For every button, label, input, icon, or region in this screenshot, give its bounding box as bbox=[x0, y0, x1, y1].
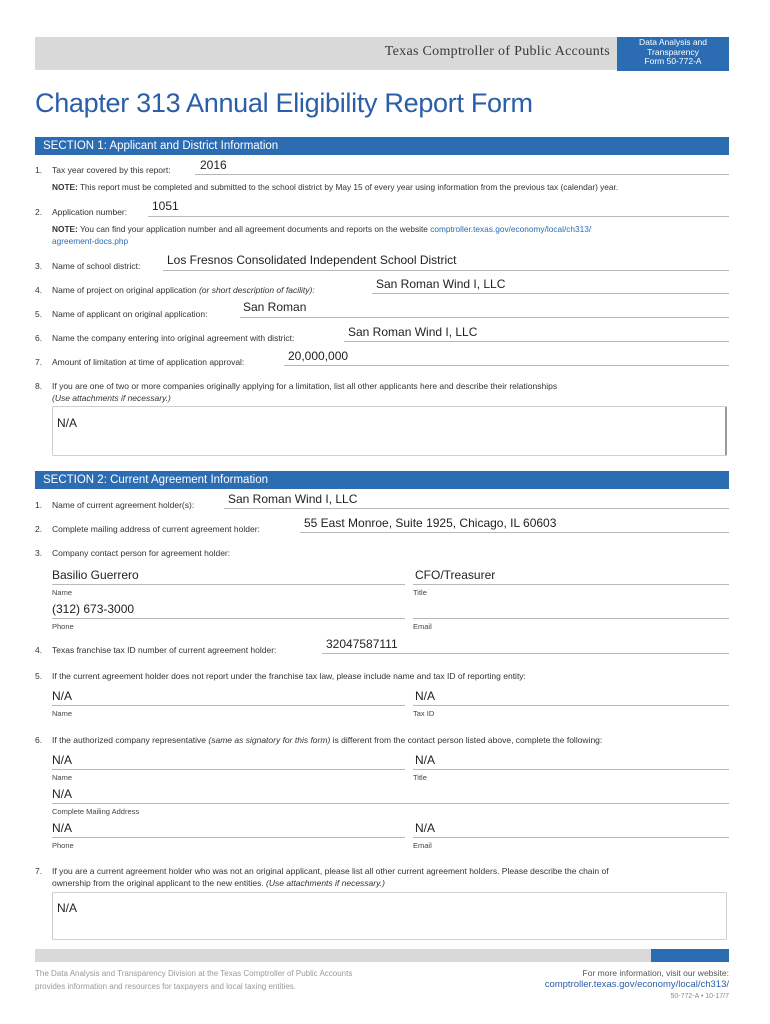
rep-email-underline bbox=[413, 837, 729, 838]
s1-q4-label-italic: (or short description of facility): bbox=[198, 285, 315, 295]
rep-address-caption: Complete Mailing Address bbox=[52, 807, 140, 816]
mailing-address-field[interactable]: 55 East Monroe, Suite 1925, Chicago, IL 60603 bbox=[304, 516, 557, 530]
reporting-entity-taxid-underline bbox=[413, 705, 729, 706]
rep-address-field[interactable]: N/A bbox=[52, 787, 73, 801]
s2-q4-num: 4. bbox=[35, 645, 43, 655]
s2-q4-label: Texas franchise tax ID number of current agreement holder: bbox=[52, 645, 277, 655]
reporting-entity-taxid-caption: Tax ID bbox=[413, 709, 435, 718]
section-2-heading: SECTION 2: Current Agreement Information bbox=[35, 471, 729, 489]
ownership-chain-value: N/A bbox=[57, 901, 78, 915]
tax-year-field[interactable]: 2016 bbox=[200, 158, 227, 172]
s2-q3-label: Company contact person for agreement holder: bbox=[52, 548, 231, 558]
s1-q5-label: Name of applicant on original application: bbox=[52, 309, 208, 319]
contact-name-caption: Name bbox=[52, 588, 73, 597]
s1-q4-num: 4. bbox=[35, 285, 43, 295]
rep-phone-caption: Phone bbox=[52, 841, 74, 850]
contact-phone-underline bbox=[52, 618, 405, 619]
s2-q2-label: Complete mailing address of current agreement holder: bbox=[52, 524, 260, 534]
s1-q8-label-italic bbox=[52, 393, 171, 403]
ownership-chain-textarea[interactable] bbox=[52, 892, 727, 940]
original-company-field[interactable]: San Roman Wind I, LLC bbox=[348, 325, 478, 339]
form-number: Form 50-772-A bbox=[644, 56, 702, 66]
limitation-amount-underline bbox=[284, 365, 729, 366]
reporting-entity-name-field[interactable]: N/A bbox=[52, 689, 73, 703]
s1-q1-num: 1. bbox=[35, 165, 43, 175]
application-number-field[interactable]: 1051 bbox=[152, 199, 179, 213]
contact-email-underline bbox=[413, 618, 729, 619]
agency-name: Texas Comptroller of Public Accounts bbox=[384, 44, 610, 59]
school-district-field[interactable]: Los Fresnos Consolidated Independent School District bbox=[167, 253, 457, 267]
s2-q5-num: 5. bbox=[35, 671, 43, 681]
footer-left-line-2: provides information and resources for taxpayers and local taxing entities. bbox=[35, 982, 297, 991]
contact-name-field[interactable]: Basilio Guerrero bbox=[52, 568, 139, 582]
division-line-2: Transparency bbox=[647, 46, 699, 57]
rep-name-underline bbox=[52, 769, 405, 770]
footer-accent bbox=[651, 949, 729, 962]
rep-phone-field[interactable]: N/A bbox=[52, 821, 73, 835]
note-1-text: This report must be completed and submitted to the school district by May 15 of every year using information from the previous tax (calendar) year. bbox=[77, 182, 619, 192]
franchise-tax-id-field[interactable]: 32047587111 bbox=[326, 637, 398, 651]
tax-year-underline bbox=[195, 174, 729, 175]
footer-info bbox=[545, 967, 729, 1003]
page-title: Chapter 313 Annual Eligibility Report Form bbox=[35, 88, 533, 118]
contact-phone-field[interactable]: (312) 673-3000 bbox=[52, 602, 135, 616]
rep-title-caption: Title bbox=[413, 773, 427, 782]
s1-q7-label: Amount of limitation at time of application approval: bbox=[52, 357, 245, 367]
rep-name-field[interactable]: N/A bbox=[52, 753, 73, 767]
note-2-text: You can find your application number and all agreement documents and reports on the website bbox=[77, 224, 431, 234]
s2-q5-label: If the current agreement holder does not report under the franchise tax law, please include name and tax ID of reporting entity: bbox=[52, 671, 526, 681]
s1-q4-label-text: Name of project on original application bbox=[52, 285, 199, 295]
contact-title-caption: Title bbox=[413, 588, 427, 597]
s2-q6-label bbox=[52, 735, 602, 745]
s2-q3-num: 3. bbox=[35, 548, 43, 558]
agreement-holder-field[interactable]: San Roman Wind I, LLC bbox=[228, 492, 358, 506]
s1-q3-label: Name of school district: bbox=[52, 261, 141, 271]
rep-title-field[interactable]: N/A bbox=[415, 753, 436, 767]
s1-q5-num: 5. bbox=[35, 309, 43, 319]
contact-name-underline bbox=[52, 584, 405, 585]
note-2 bbox=[52, 224, 591, 234]
s1-q1-label: Tax year covered by this report: bbox=[52, 165, 171, 175]
reporting-entity-name-underline bbox=[52, 705, 405, 706]
footer-right-line-1: For more information, visit our website: bbox=[582, 968, 729, 978]
s2-q7-label: If you are a current agreement holder who was not an original applicant, please list all other current agreement holders. Please describe the chain of bbox=[52, 866, 609, 876]
rep-email-field[interactable]: N/A bbox=[415, 821, 436, 835]
other-applicants-textarea[interactable] bbox=[52, 406, 727, 456]
docs-link[interactable]: comptroller.texas.gov/economy/local/ch313/ bbox=[430, 224, 592, 234]
contact-phone-caption: Phone bbox=[52, 622, 74, 631]
section-1-heading: SECTION 1: Applicant and District Information bbox=[35, 137, 729, 155]
agreement-holder-underline bbox=[224, 508, 729, 509]
note-2-prefix: NOTE: bbox=[52, 224, 78, 234]
s2-q7-label-2-text: ownership from the original applicant to the new entities. bbox=[52, 878, 267, 888]
footer-left-line-1: The Data Analysis and Transparency Division at the Texas Comptroller of Public Accounts bbox=[35, 969, 353, 978]
school-district-underline bbox=[163, 270, 729, 271]
division-line-1: Data Analysis and bbox=[638, 37, 708, 47]
s1-q3-num: 3. bbox=[35, 261, 43, 271]
s2-q1-label: Name of current agreement holder(s): bbox=[52, 500, 195, 510]
applicant-name-field[interactable]: San Roman bbox=[243, 300, 307, 314]
reporting-entity-name-caption: Name bbox=[52, 709, 73, 718]
note-2-link-line bbox=[52, 236, 128, 246]
project-name-underline bbox=[372, 293, 729, 294]
applicant-name-underline bbox=[240, 317, 729, 318]
s1-q6-label: Name the company entering into original agreement with district: bbox=[52, 333, 295, 343]
project-name-field[interactable]: San Roman Wind I, LLC bbox=[376, 277, 506, 291]
footer-bar bbox=[35, 949, 729, 962]
s1-q6-num: 6. bbox=[35, 333, 43, 343]
footer-description bbox=[35, 967, 352, 993]
s1-q7-num: 7. bbox=[35, 357, 43, 367]
footer-website-link[interactable]: comptroller.texas.gov/economy/local/ch313/ bbox=[544, 979, 729, 990]
original-company-underline bbox=[344, 341, 729, 342]
s1-q8-num: 8. bbox=[35, 381, 43, 391]
rep-name-caption: Name bbox=[52, 773, 73, 782]
franchise-tax-id-underline bbox=[322, 653, 729, 654]
contact-email-caption: Email bbox=[413, 622, 432, 631]
note-1-prefix: NOTE: bbox=[52, 182, 78, 192]
s1-q4-label bbox=[52, 285, 315, 295]
rep-address-underline bbox=[52, 803, 729, 804]
s2-q1-num: 1. bbox=[35, 500, 43, 510]
contact-title-field[interactable]: CFO/Treasurer bbox=[415, 568, 496, 582]
application-number-underline bbox=[148, 216, 729, 217]
limitation-amount-field[interactable]: 20,000,000 bbox=[288, 349, 349, 363]
s2-q6-label-italic: (same as signatory for this form) bbox=[208, 735, 331, 745]
s2-q7-label-2-italic: (Use attachments if necessary.) bbox=[266, 878, 385, 888]
form-id-box bbox=[617, 37, 729, 71]
s1-q2-num: 2. bbox=[35, 207, 43, 217]
s1-q8-label: If you are one of two or more companies originally applying for a limitation, list all other applicants here and describe their relationships bbox=[52, 381, 558, 391]
contact-title-underline bbox=[413, 584, 729, 585]
docs-link-cont[interactable]: agreement-docs.php bbox=[52, 236, 129, 246]
s1-q2-label: Application number: bbox=[52, 207, 128, 217]
mailing-address-underline bbox=[300, 532, 729, 533]
other-applicants-value: N/A bbox=[57, 416, 78, 430]
s2-q6-label-text: If the authorized company representative bbox=[52, 735, 209, 745]
s2-q6-label-end: is different from the contact person listed above, complete the following: bbox=[330, 735, 603, 745]
reporting-entity-taxid-field[interactable]: N/A bbox=[415, 689, 436, 703]
s2-q7-label-2 bbox=[52, 878, 385, 888]
s2-q2-num: 2. bbox=[35, 524, 43, 534]
footer-form-code: 50-772-A • 10-17/7 bbox=[670, 993, 729, 1000]
s2-q7-num: 7. bbox=[35, 866, 43, 876]
s2-q6-num: 6. bbox=[35, 735, 43, 745]
s1-q8-italic-text: (Use attachments if necessary.) bbox=[52, 393, 171, 403]
rep-email-caption: Email bbox=[413, 841, 432, 850]
rep-title-underline bbox=[413, 769, 729, 770]
note-1 bbox=[52, 182, 618, 192]
rep-phone-underline bbox=[52, 837, 405, 838]
